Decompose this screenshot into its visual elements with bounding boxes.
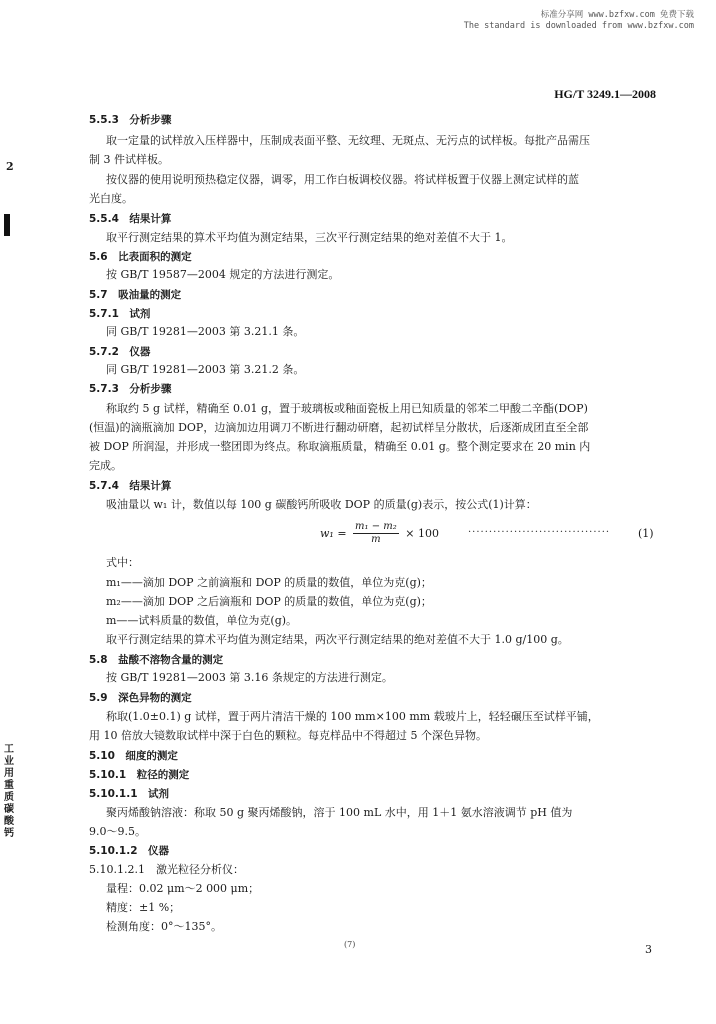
paragraph-line: 用 10 倍放大镜数取试样中深于白色的颗粒。每克样品中不得超过 5 个深色异物。	[89, 729, 487, 742]
heading-5-8: 5.8 盐酸不溶物含量的测定	[89, 654, 224, 666]
heading-5-9: 5.9 深色异物的测定	[89, 692, 192, 704]
formula-number: (1)	[638, 527, 654, 540]
formula-1	[320, 521, 439, 549]
paragraph-line: 取平行测定结果的算术平均值为测定结果，三次平行测定结果的绝对差值不大于 1。	[106, 231, 513, 244]
paragraph-line: (恒温)的滴瓶滴加 DOP，边滴加边用调刀不断进行翻动研磨，起初试样呈分散状，后逐渐成团直至全部	[89, 421, 589, 434]
heading-5-5-4: 5.5.4 结果计算	[89, 213, 172, 225]
standard-number: HG/T 3249.1—2008	[554, 87, 656, 101]
formula-leader-dots: ··································	[468, 527, 611, 538]
paragraph-line: 光白度。	[89, 192, 133, 205]
formula-lhs: w₁ =	[320, 527, 347, 540]
paragraph-line: 同 GB/T 19281—2003 第 3.21.2 条。	[106, 363, 305, 376]
formula-denominator: m	[371, 534, 381, 545]
footer-center-mark: (7)	[344, 940, 356, 949]
paragraph-line: 完成。	[89, 459, 122, 472]
side-vertical-title: 工业用重质碳酸钙	[4, 744, 14, 839]
heading-5-7-2: 5.7.2 仪器	[89, 346, 151, 358]
paragraph-line: 吸油量以 w₁ 计，数值以每 100 g 碳酸钙所吸收 DOP 的质量(g)表示，按公式(1)计算：	[106, 498, 537, 511]
heading-5-10-1-2: 5.10.1.2 仪器	[89, 845, 169, 857]
paragraph-line: 按 GB/T 19587—2004 规定的方法进行测定。	[106, 268, 340, 281]
paragraph-line: 称取(1.0±0.1) g 试样，置于两片清洁干燥的 100 mm×100 mm 载玻片上，轻轻碾压至试样平铺，	[106, 710, 599, 723]
paragraph-line: 9.0～9.5。	[89, 825, 146, 838]
paragraph-line: 取一定量的试样放入压样器中，压制成表面平整、无纹理、无斑点、无污点的试样板。每批产品需压	[106, 134, 590, 147]
where-label: 式中：	[106, 556, 139, 569]
heading-5-10: 5.10 细度的测定	[89, 750, 178, 762]
watermark-line-1: 标准分享网 www.bzfxw.com 免费下载	[540, 10, 694, 20]
paragraph-line: 按 GB/T 19281—2003 第 3.16 条规定的方法进行测定。	[106, 671, 393, 684]
definition-m2: m₂——滴加 DOP 之后滴瓶和 DOP 的质量的数值，单位为克(g)；	[106, 595, 432, 608]
heading-5-6: 5.6 比表面积的测定	[89, 251, 192, 263]
paragraph-line: 取平行测定结果的算术平均值为测定结果，两次平行测定结果的绝对差值不大于 1.0 g/100 g。	[106, 633, 569, 646]
spec-accuracy: 精度：±1 %；	[106, 901, 181, 914]
footer-page-number: 3	[645, 943, 652, 956]
definition-m: m——试料质量的数值，单位为克(g)。	[106, 614, 298, 627]
side-marker-bar	[4, 214, 10, 236]
heading-5-10-1-2-1: 5.10.1.2.1 激光粒径分析仪：	[89, 863, 244, 876]
paragraph-line: 被 DOP 所润湿，并形成一整团即为终点。称取滴瓶质量，精确至 0.01 g。整个测定要求在 20 min 内	[89, 440, 591, 453]
definition-m1: m₁——滴加 DOP 之前滴瓶和 DOP 的质量的数值，单位为克(g)；	[106, 576, 432, 589]
heading-5-7-3: 5.7.3 分析步骤	[89, 383, 172, 395]
side-page-number: 2	[6, 160, 14, 173]
formula-rhs: × 100	[405, 527, 439, 540]
heading-5-7: 5.7 吸油量的测定	[89, 289, 182, 301]
paragraph-line: 制 3 件试样板。	[89, 153, 169, 166]
paragraph-line: 同 GB/T 19281—2003 第 3.21.1 条。	[106, 325, 305, 338]
heading-5-10-1-1: 5.10.1.1 试剂	[89, 788, 169, 800]
heading-5-5-3: 5.5.3 分析步骤	[89, 114, 172, 126]
spec-angle: 检测角度：0°～135°。	[106, 920, 222, 933]
paragraph-line: 按仪器的使用说明预热稳定仪器，调零，用工作白板调校仪器。将试样板置于仪器上测定试样的蓝	[106, 173, 579, 186]
watermark-line-2: The standard is downloaded from www.bzfxw.com	[463, 21, 694, 31]
heading-5-7-4: 5.7.4 结果计算	[89, 480, 172, 492]
formula-numerator: m₁ − m₂	[355, 521, 397, 532]
paragraph-line: 聚丙烯酸钠溶液：称取 50 g 聚丙烯酸钠，溶于 100 mL 水中，用 1＋1 氨水溶液调节 pH 值为	[106, 806, 573, 819]
formula-fraction	[353, 521, 399, 546]
heading-5-10-1: 5.10.1 粒径的测定	[89, 769, 190, 781]
paragraph-line: 称取约 5 g 试样，精确至 0.01 g，置于玻璃板或釉面瓷板上用已知质量的邻苯二甲酸二辛酯(DOP)	[106, 402, 588, 415]
spec-range: 量程：0.02 μm～2 000 μm；	[106, 882, 260, 895]
heading-5-7-1: 5.7.1 试剂	[89, 308, 151, 320]
